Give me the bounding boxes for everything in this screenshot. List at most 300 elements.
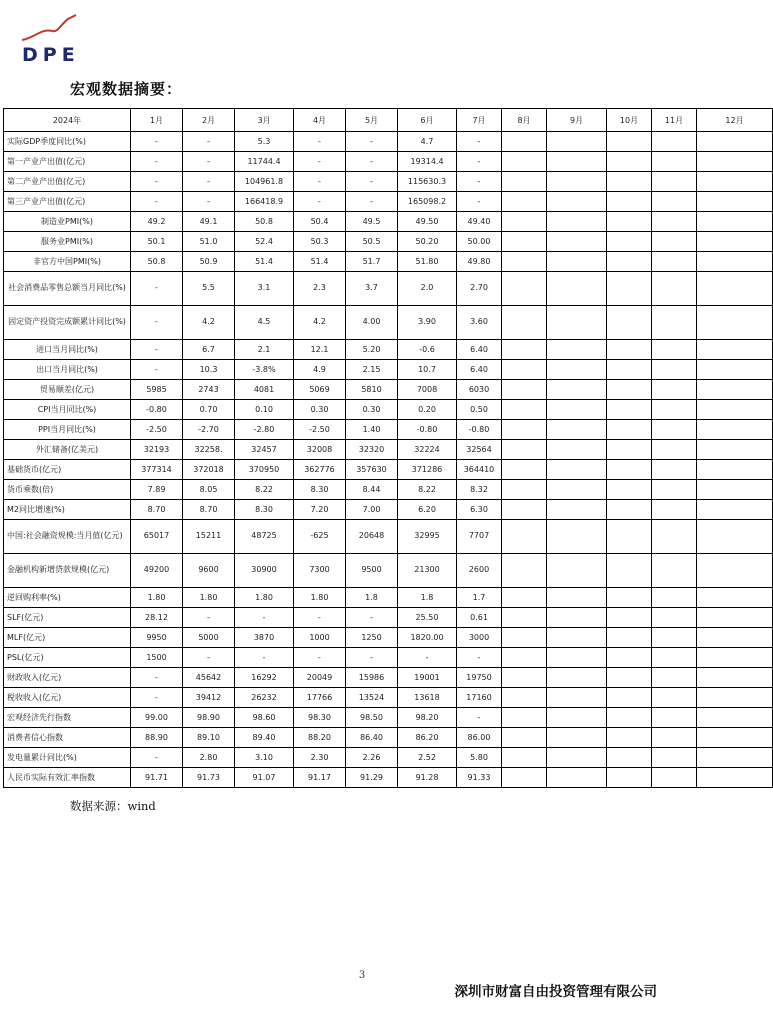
table-cell: -3.8% (235, 360, 294, 380)
table-cell: 91.07 (235, 768, 294, 788)
table-cell (607, 554, 652, 588)
table-cell: -625 (294, 520, 346, 554)
table-cell (652, 172, 697, 192)
table-cell: 32258. (183, 440, 235, 460)
table-cell (652, 520, 697, 554)
row-label: 实际GDP季度同比(%) (4, 132, 131, 152)
table-cell (607, 520, 652, 554)
table-cell (697, 748, 773, 768)
table-cell: 370950 (235, 460, 294, 480)
table-cell: 8.44 (346, 480, 398, 500)
table-cell (697, 588, 773, 608)
table-cell (697, 380, 773, 400)
table-cell (697, 420, 773, 440)
table-row (4, 152, 773, 172)
table-cell: - (457, 132, 502, 152)
table-cell (652, 628, 697, 648)
table-cell (502, 554, 547, 588)
table-cell (547, 608, 607, 628)
table-cell: 2600 (457, 554, 502, 588)
table-cell: 15986 (346, 668, 398, 688)
table-cell: 364410 (457, 460, 502, 480)
table-cell (652, 668, 697, 688)
table-cell (652, 768, 697, 788)
table-cell: - (294, 192, 346, 212)
table-cell (697, 460, 773, 480)
table-cell: 50.3 (294, 232, 346, 252)
table-cell (547, 628, 607, 648)
table-cell (697, 232, 773, 252)
table-cell: 6.7 (183, 340, 235, 360)
table-cell (697, 668, 773, 688)
table-cell: 30900 (235, 554, 294, 588)
table-cell: - (131, 132, 183, 152)
table-cell (607, 748, 652, 768)
table-cell: - (346, 192, 398, 212)
table-cell: - (131, 172, 183, 192)
table-cell: - (131, 306, 183, 340)
rising-line-chart-icon (20, 12, 80, 44)
table-cell (607, 172, 652, 192)
table-cell: - (346, 132, 398, 152)
table-row (4, 648, 773, 668)
row-label: 外汇储备(亿美元) (4, 440, 131, 460)
table-cell (697, 728, 773, 748)
month-header-cell: 5月 (346, 109, 398, 132)
table-cell: 7.00 (346, 500, 398, 520)
table-cell (652, 192, 697, 212)
table-cell (547, 340, 607, 360)
table-cell (502, 608, 547, 628)
table-cell (547, 306, 607, 340)
table-cell (697, 520, 773, 554)
table-cell (652, 152, 697, 172)
month-header-cell: 3月 (235, 109, 294, 132)
table-cell: 8.70 (131, 500, 183, 520)
table-cell: - (235, 648, 294, 668)
table-cell: 4.5 (235, 306, 294, 340)
table-cell: 1000 (294, 628, 346, 648)
table-cell (652, 480, 697, 500)
table-cell: 32320 (346, 440, 398, 460)
table-cell (547, 192, 607, 212)
table-cell: - (457, 152, 502, 172)
table-cell (502, 232, 547, 252)
table-cell: 1.7 (457, 588, 502, 608)
table-cell (607, 728, 652, 748)
table-cell: 16292 (235, 668, 294, 688)
row-label: 非官方中国PMI(%) (4, 252, 131, 272)
table-cell: 1.80 (235, 588, 294, 608)
dpe-logo (20, 12, 80, 66)
table-cell (547, 380, 607, 400)
table-cell: - (235, 608, 294, 628)
table-cell: - (398, 648, 457, 668)
table-row (4, 608, 773, 628)
table-cell: 45642 (183, 668, 235, 688)
table-cell: -2.70 (183, 420, 235, 440)
table-cell: 50.00 (457, 232, 502, 252)
row-label: 金融机构新增贷款规模(亿元) (4, 554, 131, 588)
month-header-cell: 11月 (652, 109, 697, 132)
table-cell: 32995 (398, 520, 457, 554)
table-cell: - (457, 648, 502, 668)
table-cell: 3870 (235, 628, 294, 648)
table-cell (652, 708, 697, 728)
row-label: CPI当月同比(%) (4, 400, 131, 420)
table-cell (697, 608, 773, 628)
table-row (4, 688, 773, 708)
table-cell: 0.10 (235, 400, 294, 420)
row-label: 第二产业产出值(亿元) (4, 172, 131, 192)
table-cell: - (183, 608, 235, 628)
table-cell: 51.4 (235, 252, 294, 272)
table-cell: 9600 (183, 554, 235, 588)
table-cell: - (131, 340, 183, 360)
row-label: 制造业PMI(%) (4, 212, 131, 232)
table-cell: 50.8 (131, 252, 183, 272)
table-cell: 8.22 (235, 480, 294, 500)
table-cell (547, 648, 607, 668)
table-row (4, 400, 773, 420)
table-cell (652, 252, 697, 272)
table-row (4, 628, 773, 648)
table-cell (607, 668, 652, 688)
table-cell (697, 340, 773, 360)
table-cell (697, 648, 773, 668)
table-cell (652, 748, 697, 768)
table-cell: - (346, 648, 398, 668)
table-cell: - (183, 192, 235, 212)
table-cell: 5.3 (235, 132, 294, 152)
table-cell (547, 588, 607, 608)
table-cell (607, 306, 652, 340)
table-cell (697, 768, 773, 788)
table-cell: 6.20 (398, 500, 457, 520)
table-cell (502, 252, 547, 272)
table-cell (502, 212, 547, 232)
table-cell (547, 212, 607, 232)
table-cell (607, 400, 652, 420)
table-cell: 32564 (457, 440, 502, 460)
row-label: 中国:社会融资规模:当月值(亿元) (4, 520, 131, 554)
table-cell: 8.30 (235, 500, 294, 520)
table-cell: -0.80 (457, 420, 502, 440)
table-cell: 5985 (131, 380, 183, 400)
table-cell (547, 232, 607, 252)
table-cell: 25.50 (398, 608, 457, 628)
table-cell: - (183, 132, 235, 152)
row-label: 出口当月同比(%) (4, 360, 131, 380)
company-name: 深圳市财富自由投资管理有限公司 (454, 984, 657, 1000)
table-cell: - (294, 648, 346, 668)
table-cell: 1.80 (131, 588, 183, 608)
table-cell: 7008 (398, 380, 457, 400)
table-cell: 17766 (294, 688, 346, 708)
table-cell (697, 480, 773, 500)
table-cell (697, 272, 773, 306)
table-cell: 13524 (346, 688, 398, 708)
table-cell (502, 460, 547, 480)
table-cell: 49.1 (183, 212, 235, 232)
table-cell (607, 500, 652, 520)
table-cell: 50.1 (131, 232, 183, 252)
table-cell: 49.40 (457, 212, 502, 232)
table-cell: 32193 (131, 440, 183, 460)
table-cell: 2.80 (183, 748, 235, 768)
section-title: 宏观数据摘要： (70, 80, 183, 98)
table-cell: 51.0 (183, 232, 235, 252)
table-cell: 1500 (131, 648, 183, 668)
table-cell: 98.30 (294, 708, 346, 728)
table-cell (547, 668, 607, 688)
table-cell: 32224 (398, 440, 457, 460)
table-cell (502, 480, 547, 500)
table-cell: - (131, 152, 183, 172)
table-cell (607, 252, 652, 272)
table-cell: 12.1 (294, 340, 346, 360)
table-cell: 50.5 (346, 232, 398, 252)
table-cell: 5810 (346, 380, 398, 400)
row-label: 发电量累计同比(%) (4, 748, 131, 768)
table-cell (652, 688, 697, 708)
table-cell: - (457, 708, 502, 728)
table-cell (607, 708, 652, 728)
table-cell (697, 132, 773, 152)
table-cell (697, 152, 773, 172)
table-row (4, 212, 773, 232)
table-cell: 3.60 (457, 306, 502, 340)
table-cell (607, 588, 652, 608)
table-cell: 20049 (294, 668, 346, 688)
table-cell: - (131, 272, 183, 306)
table-cell: 0.20 (398, 400, 457, 420)
table-cell: 6.40 (457, 360, 502, 380)
table-cell (652, 648, 697, 668)
table-cell (652, 500, 697, 520)
table-cell (652, 360, 697, 380)
table-cell: 49.2 (131, 212, 183, 232)
row-label: 社会消费品零售总额当月同比(%) (4, 272, 131, 306)
table-cell: 7300 (294, 554, 346, 588)
table-cell: 362776 (294, 460, 346, 480)
table-row (4, 340, 773, 360)
month-header-cell: 2月 (183, 109, 235, 132)
table-cell (502, 380, 547, 400)
table-cell (607, 232, 652, 252)
table-cell (502, 728, 547, 748)
table-cell (607, 420, 652, 440)
table-cell (547, 440, 607, 460)
table-cell: 4.00 (346, 306, 398, 340)
table-cell (697, 212, 773, 232)
table-cell: 50.4 (294, 212, 346, 232)
table-cell: 9500 (346, 554, 398, 588)
table-cell (697, 252, 773, 272)
table-cell (607, 440, 652, 460)
table-cell (697, 554, 773, 588)
table-cell: 32457 (235, 440, 294, 460)
table-cell (697, 708, 773, 728)
table-row (4, 588, 773, 608)
table-cell: 3.1 (235, 272, 294, 306)
table-cell: - (183, 172, 235, 192)
table-cell (607, 132, 652, 152)
table-cell: 26232 (235, 688, 294, 708)
table-cell (547, 272, 607, 306)
table-cell (697, 440, 773, 460)
table-cell: 8.32 (457, 480, 502, 500)
table-cell: - (131, 360, 183, 380)
month-header-cell: 6月 (398, 109, 457, 132)
table-cell: 49.80 (457, 252, 502, 272)
table-cell (502, 360, 547, 380)
table-cell: 2.0 (398, 272, 457, 306)
table-cell (652, 232, 697, 252)
table-cell: 0.30 (294, 400, 346, 420)
table-cell: 8.30 (294, 480, 346, 500)
table-cell (547, 688, 607, 708)
table-cell (607, 768, 652, 788)
table-cell: - (346, 152, 398, 172)
row-label: 货币乘数(倍) (4, 480, 131, 500)
table-cell: 91.17 (294, 768, 346, 788)
table-cell: 1.40 (346, 420, 398, 440)
row-label: 基础货币(亿元) (4, 460, 131, 480)
table-cell (607, 360, 652, 380)
table-cell: -0.80 (131, 400, 183, 420)
table-cell: 1.8 (398, 588, 457, 608)
table-cell (502, 152, 547, 172)
row-label: 贸易顺差(亿元) (4, 380, 131, 400)
table-cell (607, 212, 652, 232)
table-row (4, 728, 773, 748)
table-cell: 10.7 (398, 360, 457, 380)
table-cell (607, 608, 652, 628)
table-cell (697, 500, 773, 520)
table-cell: 8.70 (183, 500, 235, 520)
row-label: PSL(亿元) (4, 648, 131, 668)
table-row (4, 500, 773, 520)
table-cell (697, 192, 773, 212)
table-cell: 39412 (183, 688, 235, 708)
table-row (4, 420, 773, 440)
table-cell: -2.80 (235, 420, 294, 440)
month-header-cell: 10月 (607, 109, 652, 132)
table-cell: 86.20 (398, 728, 457, 748)
table-cell: - (131, 668, 183, 688)
table-cell (547, 554, 607, 588)
table-cell: -2.50 (131, 420, 183, 440)
table-row (4, 554, 773, 588)
row-label: 财政收入(亿元) (4, 668, 131, 688)
table-cell: - (294, 152, 346, 172)
table-cell (697, 628, 773, 648)
table-row (4, 360, 773, 380)
table-cell: 50.9 (183, 252, 235, 272)
table-cell: 98.20 (398, 708, 457, 728)
table-cell: 5.5 (183, 272, 235, 306)
table-cell: 9950 (131, 628, 183, 648)
table-cell: - (346, 608, 398, 628)
table-cell (652, 132, 697, 152)
table-cell: 2743 (183, 380, 235, 400)
table-cell: - (131, 748, 183, 768)
row-label: 逆回购利率(%) (4, 588, 131, 608)
table-row (4, 132, 773, 152)
table-row (4, 232, 773, 252)
row-label: 第三产业产出值(亿元) (4, 192, 131, 212)
table-cell (502, 132, 547, 152)
table-row (4, 252, 773, 272)
table-cell (607, 152, 652, 172)
table-cell: 5.20 (346, 340, 398, 360)
table-cell (652, 380, 697, 400)
table-cell (547, 360, 607, 380)
table-cell: 115630.3 (398, 172, 457, 192)
table-cell: 4.2 (294, 306, 346, 340)
page-number: 3 (358, 970, 366, 981)
table-cell (607, 380, 652, 400)
table-cell: 15211 (183, 520, 235, 554)
table-cell (502, 748, 547, 768)
table-cell (607, 192, 652, 212)
table-cell: 49.50 (398, 212, 457, 232)
table-cell: 4.7 (398, 132, 457, 152)
table-cell: 1.8 (346, 588, 398, 608)
table-cell: 2.52 (398, 748, 457, 768)
table-cell (547, 520, 607, 554)
table-cell (502, 420, 547, 440)
table-cell: 3.7 (346, 272, 398, 306)
table-cell: 371286 (398, 460, 457, 480)
table-row (4, 380, 773, 400)
table-cell: 8.05 (183, 480, 235, 500)
row-label: PPI当月同比(%) (4, 420, 131, 440)
table-row (4, 440, 773, 460)
table-cell (652, 608, 697, 628)
table-cell: 10.3 (183, 360, 235, 380)
table-row (4, 708, 773, 728)
table-cell (502, 192, 547, 212)
table-cell (547, 728, 607, 748)
month-header-cell: 9月 (547, 109, 607, 132)
table-row (4, 306, 773, 340)
table-cell: 166418.9 (235, 192, 294, 212)
month-header-cell: 1月 (131, 109, 183, 132)
table-cell: - (457, 192, 502, 212)
table-cell (502, 340, 547, 360)
table-cell (652, 400, 697, 420)
month-header-cell: 7月 (457, 109, 502, 132)
table-header-row (4, 109, 773, 132)
table-cell: 19750 (457, 668, 502, 688)
table-cell: 19001 (398, 668, 457, 688)
table-cell: 2.15 (346, 360, 398, 380)
table-cell (502, 588, 547, 608)
table-cell: 0.30 (346, 400, 398, 420)
table-cell: -0.6 (398, 340, 457, 360)
table-cell: 11744.4 (235, 152, 294, 172)
table-cell: 4081 (235, 380, 294, 400)
table-cell: 1250 (346, 628, 398, 648)
table-row (4, 192, 773, 212)
table-cell: 165098.2 (398, 192, 457, 212)
table-cell: 7707 (457, 520, 502, 554)
table-cell: 2.3 (294, 272, 346, 306)
table-cell (547, 400, 607, 420)
table-cell: 8.22 (398, 480, 457, 500)
